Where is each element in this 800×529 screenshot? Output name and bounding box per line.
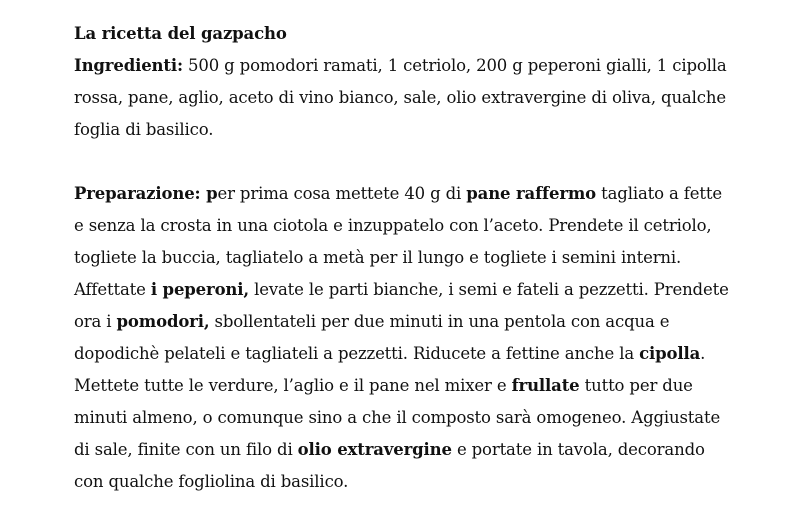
preparation-text-7: e portate in tavola, decorando con qualche fogliolina di basilico.: [74, 440, 705, 491]
highlight-olio-extravergine: olio extravergine: [297, 440, 452, 459]
preparation-text-5: . Mettete tutte le verdure, l’aglio e il pane nel mixer e: [74, 344, 706, 395]
preparation-text-3: levate le parti bianche, i semi e fateli a pezzetti. Prendete ora i: [74, 280, 729, 331]
ingredients-paragraph: [74, 50, 734, 146]
preparation-text-6: tutto per due minuti almeno, o comunque sino a che il composto sarà omogeneo. Aggiustate di sale, finite con un filo di: [74, 376, 721, 459]
recipe-document: [74, 18, 734, 498]
highlight-pomodori: pomodori,: [116, 312, 210, 331]
preparation-label: Preparazione: p: [74, 184, 218, 203]
highlight-cipolla: cipolla: [639, 344, 701, 363]
preparation-text-2: tagliato a fette e senza la crosta in una ciotola e inzuppatelo con l’aceto. Prendete il cetriolo, togliete la buccia, tagliatelo a metà per il lungo e togliete i semini interni. Affettate: [74, 184, 722, 299]
highlight-frullate: frullate: [511, 376, 580, 395]
preparation-text-1: er prima cosa mettete 40 g di: [217, 184, 467, 203]
ingredients-text: 500 g pomodori ramati, 1 cetriolo, 200 g peperoni gialli, 1 cipolla rossa, pane, aglio, aceto di vino bianco, sale, olio extravergine di oliva, qualche foglia di basilico.: [74, 56, 727, 139]
highlight-pane-raffermo: pane raffermo: [466, 184, 597, 203]
preparation-text-4: sbollentateli per due minuti in una pentola con acqua e dopodichè pelateli e tagliateli a pezzetti. Riducete a fettine anche la: [74, 312, 670, 363]
preparation-paragraph: [74, 178, 734, 498]
paragraph-spacer: [74, 146, 734, 178]
highlight-peperoni: i peperoni,: [150, 280, 249, 299]
ingredients-label: Ingredienti:: [74, 56, 183, 75]
recipe-title: La ricetta del gazpacho: [74, 24, 287, 43]
